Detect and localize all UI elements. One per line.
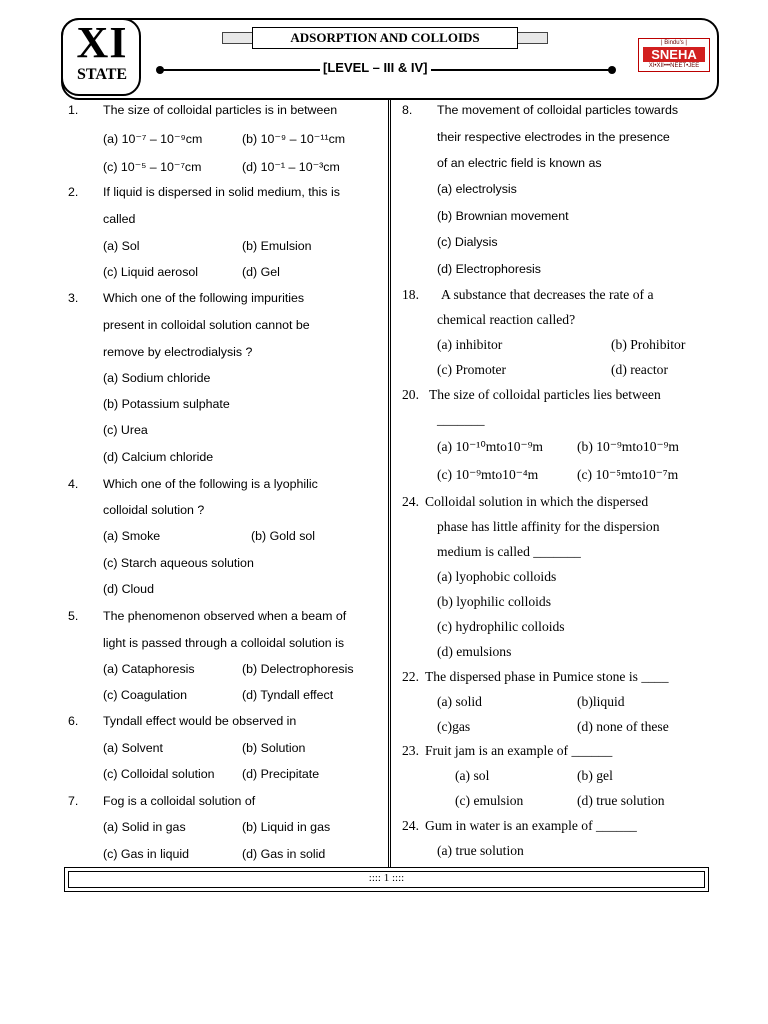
option: (a) Sol (103, 239, 140, 253)
option: (a) true solution (437, 843, 524, 858)
question-text: colloidal solution ? (103, 503, 205, 517)
option: (d) Cloud (103, 582, 154, 596)
option: (d) Gel (242, 265, 280, 279)
option: (c) Starch aqueous solution (103, 556, 254, 570)
option: (c) Liquid aerosol (103, 265, 199, 279)
question-number: 24. (402, 494, 419, 509)
option: (d) emulsions (437, 644, 512, 659)
question-number: 8. (402, 103, 413, 117)
option: (b) Delectrophoresis (242, 662, 354, 676)
option: (b) gel (577, 768, 613, 783)
level-rule-dot-right (608, 66, 616, 74)
board: STATE (76, 66, 128, 83)
option: (b) Potassium sulphate (103, 397, 230, 411)
option: (b) 10⁻⁹mto10⁻⁹m (577, 439, 679, 454)
question-text: Fruit jam is an example of ______ (425, 743, 613, 758)
option: (c) 10⁻⁵ – 10⁻⁷cm (103, 160, 202, 174)
question-number: 3. (68, 291, 79, 305)
option: (a) 10⁻¹⁰mto10⁻⁹m (437, 439, 544, 454)
question-text: If liquid is dispersed in solid medium, this is (103, 185, 340, 199)
option: (d) reactor (611, 362, 668, 377)
question-number: 5. (68, 609, 79, 623)
column-divider (388, 100, 391, 868)
question-text: Fog is a colloidal solution of (103, 794, 256, 808)
option: (c) Coagulation (103, 688, 188, 702)
question-text: The size of colloidal particles is in between (103, 103, 338, 117)
page-title: ADSORPTION AND COLLOIDS (252, 27, 518, 49)
question-number: 1. (68, 103, 79, 117)
question-number: 20. (402, 387, 419, 402)
option: (c) 10⁻⁵mto10⁻⁷m (577, 467, 679, 482)
logo-bottom-text: XI•XII•••NEET•JEE (648, 63, 700, 69)
option: (b) Prohibitor (611, 337, 686, 352)
question-text: called (103, 212, 136, 226)
option: (d) Gas in solid (242, 847, 326, 861)
option: (a) 10⁻⁷ – 10⁻⁹cm (103, 132, 203, 146)
question-number: 6. (68, 714, 79, 728)
option: (c) Promoter (437, 362, 507, 377)
question-text: Gum in water is an example of ______ (425, 818, 637, 833)
question-number: 4. (68, 477, 79, 491)
option: (a) lyophobic colloids (437, 569, 557, 584)
question-text: _______ (437, 412, 485, 427)
question-text: Tyndall effect would be observed in (103, 714, 297, 728)
option: (b) Solution (242, 741, 306, 755)
question-text: The dispersed phase in Pumice stone is ____ (425, 669, 669, 684)
page-number: :::: 1 :::: (368, 872, 405, 884)
question-text: of an electric field is known as (437, 156, 602, 170)
grade: XI (76, 18, 128, 67)
question-number: 23. (402, 743, 419, 758)
question-text: The movement of colloidal particles towards (437, 103, 679, 117)
logo (638, 38, 710, 72)
option: (b) Emulsion (242, 239, 312, 253)
option: (b) Brownian movement (437, 209, 569, 223)
question-text: present in colloidal solution cannot be (103, 318, 310, 332)
question-text: their respective electrodes in the presence (437, 130, 670, 144)
option: (a) sol (455, 768, 490, 783)
option: (b) Liquid in gas (242, 820, 331, 834)
option: (c) emulsion (455, 793, 524, 808)
question-text: light is passed through a colloidal solution is (103, 636, 345, 650)
option: (c)gas (437, 719, 471, 734)
question-number: 18. (402, 287, 419, 302)
option: (c) Dialysis (437, 235, 498, 249)
question-text: A substance that decreases the rate of a (441, 287, 654, 302)
question-text: The size of colloidal particles lies between (429, 387, 661, 402)
question-text: medium is called _______ (437, 544, 581, 559)
option: (d) 10⁻¹ – 10⁻³cm (242, 160, 340, 174)
logo-top-text: | Bindu's | (661, 40, 687, 46)
level-rule-dot-left (156, 66, 164, 74)
option: (d) Tyndall effect (242, 688, 334, 702)
option: (b)liquid (577, 694, 625, 709)
option: (d) Calcium chloride (103, 450, 214, 464)
option: (d) Electrophoresis (437, 262, 541, 276)
option: (b) 10⁻⁹ – 10⁻¹¹cm (242, 132, 346, 146)
question-text: Which one of the following is a lyophilic (103, 477, 318, 491)
option: (a) electrolysis (437, 182, 517, 196)
option: (d) none of these (577, 719, 669, 734)
option: (c) Gas in liquid (103, 847, 190, 861)
option: (b) Gold sol (251, 529, 316, 543)
option: (d) Precipitate (242, 767, 320, 781)
option: (c) 10⁻⁹mto10⁻⁴m (437, 467, 539, 482)
option: (d) true solution (577, 793, 665, 808)
question-number: 2. (68, 185, 79, 199)
question-number: 24. (402, 818, 419, 833)
option: (a) Smoke (103, 529, 161, 543)
question-text: Which one of the following impurities (103, 291, 305, 305)
option: (a) Solvent (103, 741, 163, 755)
option: (a) inhibitor (437, 337, 503, 352)
question-number: 22. (402, 669, 419, 684)
option: (a) solid (437, 694, 482, 709)
question-text: The phenomenon observed when a beam of (103, 609, 347, 623)
option: (a) Cataphoresis (103, 662, 195, 676)
question-text: phase has little affinity for the dispersion (437, 519, 660, 534)
question-number: 7. (68, 794, 79, 808)
logo-name: SNEHA (643, 47, 705, 62)
option: (a) Sodium chloride (103, 371, 211, 385)
level-label: [LEVEL – III & IV] (320, 60, 431, 75)
question-text: Colloidal solution in which the dispersed (425, 494, 649, 509)
question-text: chemical reaction called? (437, 312, 576, 327)
option: (c) Colloidal solution (103, 767, 215, 781)
question-text: remove by electrodialysis ? (103, 345, 253, 359)
option: (b) lyophilic colloids (437, 594, 552, 609)
option: (c) hydrophilic colloids (437, 619, 565, 634)
option: (a) Solid in gas (103, 820, 186, 834)
option: (c) Urea (103, 423, 148, 437)
